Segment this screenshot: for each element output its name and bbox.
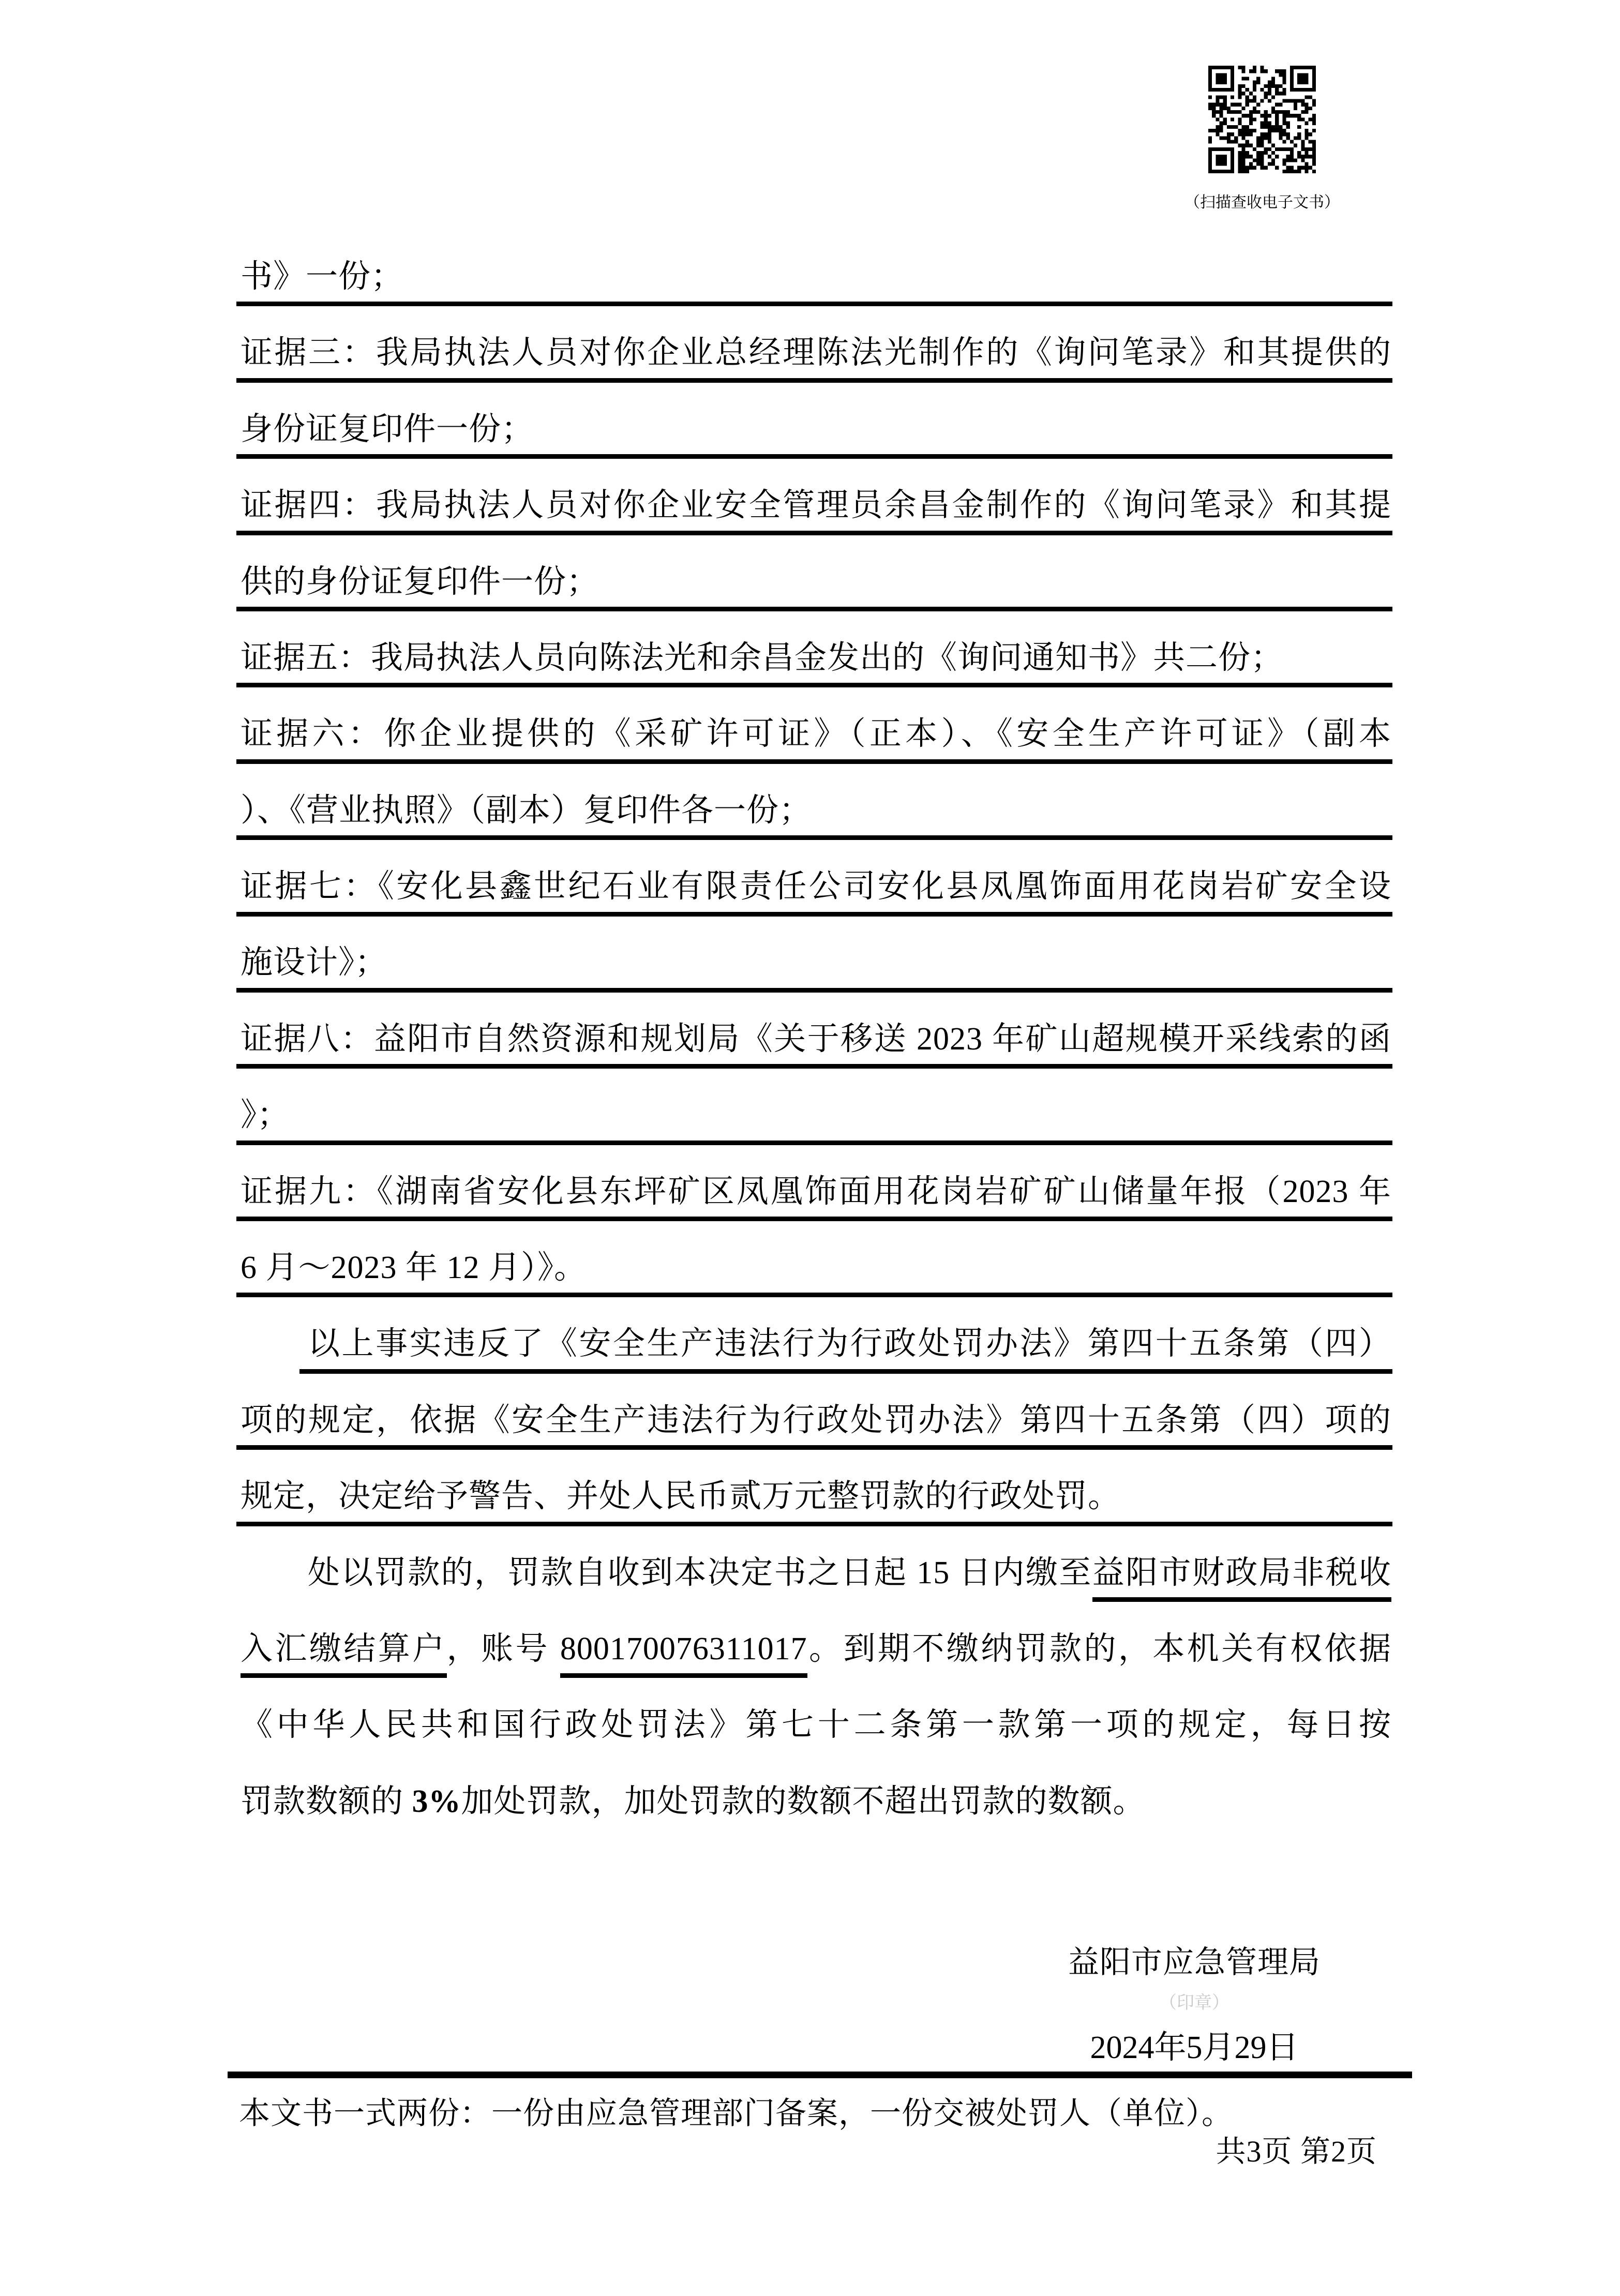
line-text — [241, 259, 1391, 295]
document-line-1 — [241, 230, 1391, 306]
line-text — [241, 1707, 1391, 1743]
qr-code — [1208, 66, 1316, 173]
footer-divider — [228, 2072, 1412, 2078]
document-line-13 — [241, 1145, 1391, 1221]
document-line-9 — [241, 840, 1391, 916]
document-line-10 — [241, 917, 1391, 993]
underlined-segment: 800170076311017 — [560, 1631, 807, 1678]
line-text — [241, 1479, 1391, 1514]
line-text — [241, 488, 1391, 523]
underlined-segment: 益阳市财政局非税收 — [1092, 1555, 1391, 1602]
text-segment: 证据八：益阳市自然资源和规划局《关于移送 2023 年矿山超规模开采线索的函 — [241, 1021, 1391, 1057]
document-line-19 — [241, 1602, 1391, 1678]
document-line-7 — [241, 687, 1391, 763]
text-segment: 证据七：《安化县鑫世纪石业有限责任公司安化县凤凰饰面用花岗岩矿安全设 — [241, 869, 1391, 905]
text-segment: 证据九：《湖南省安化县东坪矿区凤凰饰面用花岗岩矿矿山储量年报（2023 年 — [241, 1174, 1391, 1209]
document-line-6 — [241, 611, 1391, 687]
text-segment: 身份证复印件一份； — [241, 411, 534, 447]
line-text — [241, 1784, 1391, 1820]
line-text — [308, 1555, 1391, 1591]
page-number: 共3页 第2页 — [1216, 2135, 1377, 2168]
text-segment: 处以罚款的，罚款自收到本决定书之日起 15 日内缴至 — [308, 1555, 1092, 1590]
text-segment: 施设计》； — [241, 945, 388, 981]
qr-caption: （扫描查收电子文书） — [1184, 194, 1340, 211]
document-line-12 — [241, 1069, 1391, 1145]
document-line-20 — [241, 1678, 1391, 1754]
line-text — [241, 1631, 1391, 1667]
document-line-4 — [241, 459, 1391, 535]
line-text — [241, 1174, 1391, 1210]
text-segment: 》； — [241, 1098, 290, 1133]
line-text — [241, 1250, 1391, 1286]
underlined-segment: 入汇缴结算户 — [241, 1631, 447, 1678]
line-text — [241, 412, 1391, 447]
document-line-14 — [241, 1221, 1391, 1297]
document-line-8 — [241, 764, 1391, 840]
text-segment: ）、《营业执照》（副本）复印件各一份； — [241, 792, 812, 828]
line-text — [308, 1326, 1391, 1362]
line-text — [241, 335, 1391, 371]
line-text — [241, 793, 1391, 829]
document-body — [241, 230, 1391, 1831]
line-text — [241, 716, 1391, 752]
text-segment: 项的规定，依据《安全生产违法行为行政处罚办法》第四十五条第（四）项的 — [241, 1402, 1391, 1438]
decision-date: 2024年5月29日 — [1090, 2030, 1299, 2065]
line-text — [241, 564, 1391, 600]
line-text — [241, 945, 1391, 981]
text-segment: 以上事实违反了《安全生产违法行为行政处罚办法》第四十五条第（四） — [308, 1326, 1391, 1362]
line-text — [241, 1022, 1391, 1057]
text-segment: 证据四：我局执法人员对你企业安全管理员余昌金制作的《询问笔录》和其提 — [241, 488, 1391, 523]
text-segment: 证据三：我局执法人员对你企业总经理陈法光制作的《询问笔录》和其提供的 — [241, 335, 1391, 371]
text-segment: 书》一份； — [241, 259, 404, 294]
footer-note: 本文书一式两份：一份由应急管理部门备案，一份交被处罚人（单位）。 — [239, 2096, 1233, 2130]
document-line-15 — [241, 1297, 1391, 1373]
text-segment: 证据五：我局执法人员向陈法光和余昌金发出的《询问通知书》共二份； — [241, 640, 1284, 676]
document-line-3 — [241, 383, 1391, 459]
document-line-16 — [241, 1374, 1391, 1450]
text-segment: 供的身份证复印件一份； — [241, 564, 599, 599]
document-line-5 — [241, 535, 1391, 611]
line-text — [241, 1098, 1391, 1133]
line-text — [241, 640, 1391, 676]
seal-placeholder: （印章） — [1159, 1993, 1229, 2013]
text-segment: 。到期不缴纳罚款的，本机关有权依据 — [807, 1631, 1391, 1667]
text-segment: ，账号 — [446, 1631, 560, 1667]
text-segment: 规定，决定给予警告、并处人民币贰万元整罚款的行政处罚。 — [241, 1479, 1121, 1514]
bold-segment: 3% — [412, 1783, 461, 1819]
text-segment: 6 月～2023 年 12 月）》。 — [241, 1250, 587, 1286]
text-segment: 罚款数额的 — [241, 1783, 412, 1819]
document-line-11 — [241, 993, 1391, 1069]
document-line-17 — [241, 1450, 1391, 1526]
line-text — [241, 869, 1391, 905]
text-segment: 《中华人民共和国行政处罚法》第七十二条第一款第一项的规定，每日按 — [241, 1707, 1391, 1743]
text-segment: 加处罚款，加处罚款的数额不超出罚款的数额。 — [461, 1783, 1146, 1819]
document-line-21 — [241, 1755, 1391, 1831]
document-line-18 — [241, 1526, 1391, 1602]
issuing-agency: 益阳市应急管理局 — [1068, 1945, 1321, 1979]
line-text — [241, 1403, 1391, 1438]
text-segment: 证据六：你企业提供的《采矿许可证》（正本）、《安全生产许可证》（副本 — [241, 716, 1391, 752]
document-line-2 — [241, 306, 1391, 382]
